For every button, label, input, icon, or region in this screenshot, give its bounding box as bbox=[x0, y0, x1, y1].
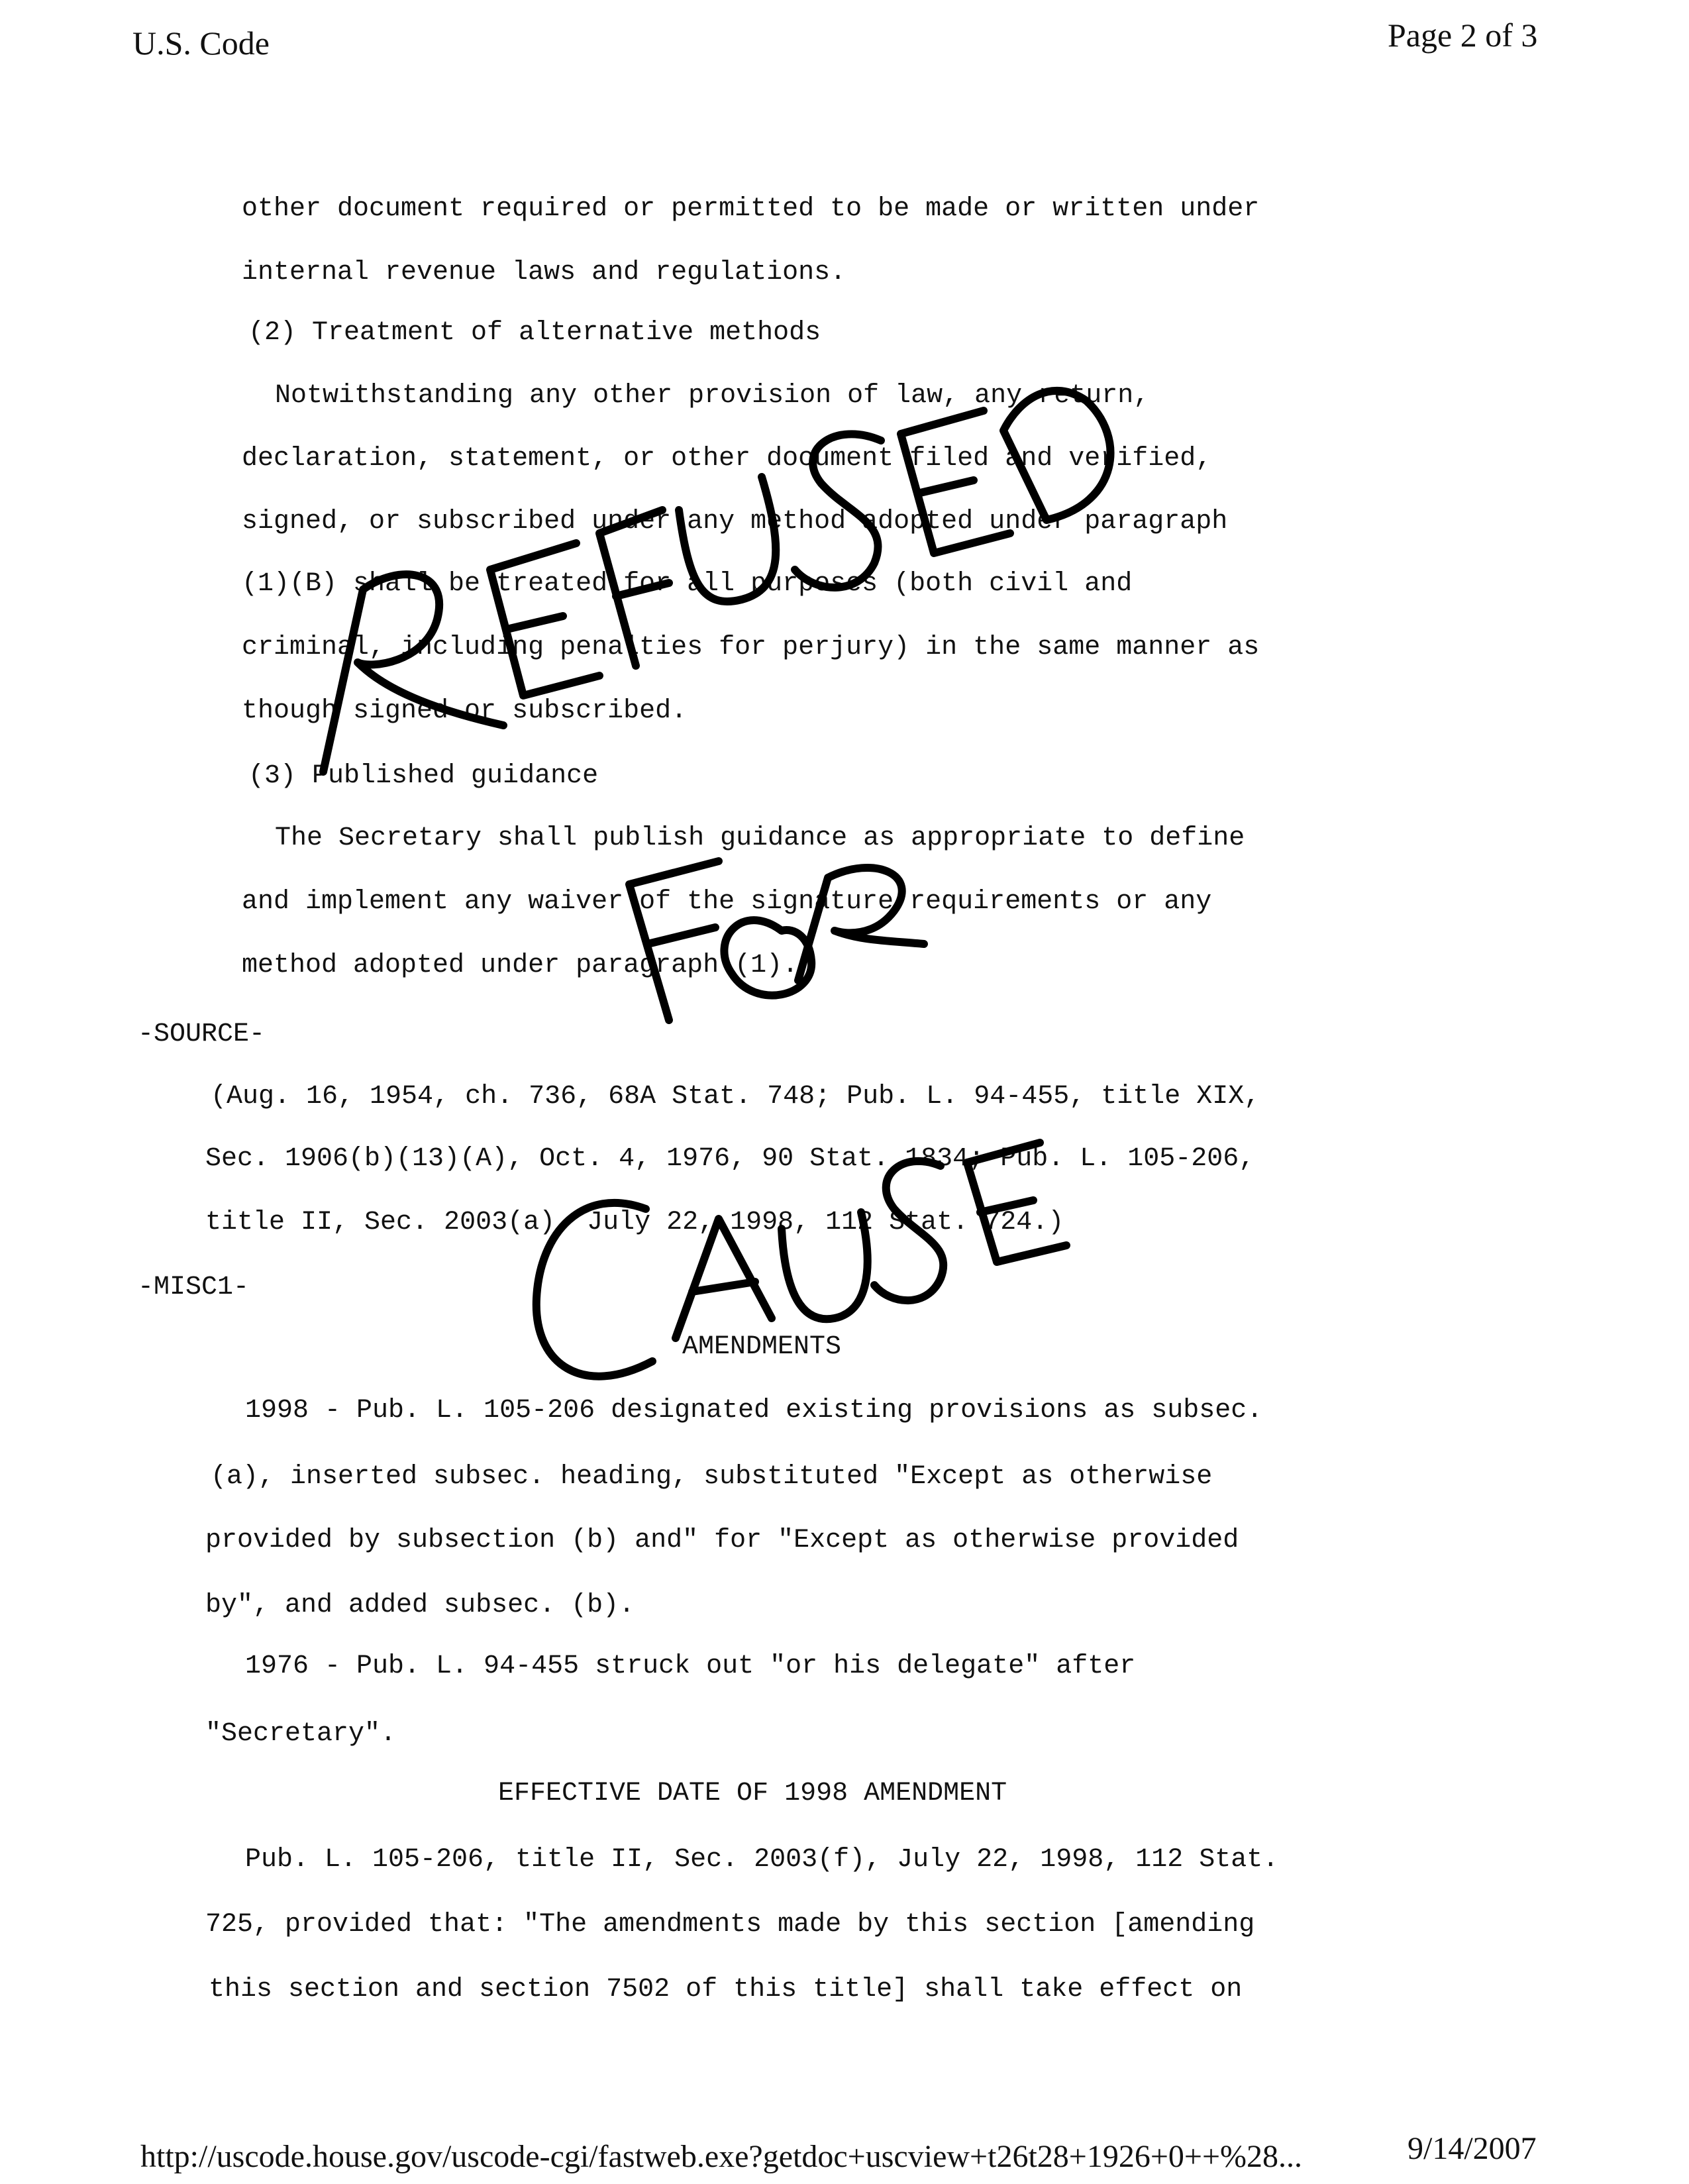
body-line: (1)(B) shall be treated for all purposes (both civil and bbox=[242, 569, 1133, 599]
section-heading-amendments: AMENDMENTS bbox=[682, 1332, 842, 1362]
body-line: Pub. L. 105-206, title II, Sec. 2003(f), July 22, 1998, 112 Stat. bbox=[245, 1845, 1279, 1875]
header-page-number: Page 2 of 3 bbox=[1388, 17, 1538, 54]
body-line: "Secretary". bbox=[205, 1719, 397, 1749]
body-line: title II, Sec. 2003(a), July 22, 1998, 112 Stat. 724.) bbox=[205, 1208, 1064, 1237]
footer-source-url: http://uscode.house.gov/uscode-cgi/fastweb.exe?getdoc+uscview+t26t28+1926+0++%28... bbox=[140, 2139, 1303, 2174]
body-line: The Secretary shall publish guidance as appropriate to define bbox=[275, 823, 1245, 853]
body-line: Notwithstanding any other provision of law, any return, bbox=[275, 381, 1150, 411]
body-line: by", and added subsec. (b). bbox=[205, 1590, 635, 1620]
header-source-title: U.S. Code bbox=[132, 25, 270, 62]
body-line: internal revenue laws and regulations. bbox=[242, 258, 846, 287]
body-line: (Aug. 16, 1954, ch. 736, 68A Stat. 748; Pub. L. 94-455, title XIX, bbox=[211, 1082, 1260, 1112]
section-label-source: -SOURCE- bbox=[138, 1019, 266, 1049]
section-label-misc: -MISC1- bbox=[138, 1273, 250, 1302]
body-line: 1976 - Pub. L. 94-455 struck out "or his delegate" after bbox=[245, 1651, 1136, 1681]
body-line: 725, provided that: "The amendments made by this section [amending bbox=[205, 1910, 1255, 1940]
body-line: signed, or subscribed under any method adopted under paragraph bbox=[242, 507, 1228, 537]
body-line: method adopted under paragraph (1). bbox=[242, 951, 799, 980]
body-line: this section and section 7502 of this title] shall take effect on bbox=[209, 1975, 1243, 2004]
body-line: criminal, including penalties for perjury) in the same manner as bbox=[242, 633, 1260, 662]
footer-print-date: 9/14/2007 bbox=[1408, 2131, 1537, 2166]
body-line: declaration, statement, or other document filed and verified, bbox=[242, 444, 1212, 474]
body-line: though signed or subscribed. bbox=[242, 696, 688, 726]
body-line: other document required or permitted to be made or written under bbox=[242, 194, 1260, 224]
subsection-heading: (2) Treatment of alternative methods bbox=[248, 318, 821, 348]
body-line: 1998 - Pub. L. 105-206 designated existing provisions as subsec. bbox=[245, 1396, 1263, 1426]
body-line: (a), inserted subsec. heading, substituted "Except as otherwise bbox=[211, 1462, 1213, 1492]
section-heading-effective-date: EFFECTIVE DATE OF 1998 AMENDMENT bbox=[498, 1779, 1007, 1808]
body-line: and implement any waiver of the signature requirements or any bbox=[242, 887, 1212, 917]
body-line: Sec. 1906(b)(13)(A), Oct. 4, 1976, 90 Stat. 1834; Pub. L. 105-206, bbox=[205, 1144, 1255, 1174]
subsection-heading: (3) Published guidance bbox=[248, 761, 599, 791]
body-line: provided by subsection (b) and" for "Except as otherwise provided bbox=[205, 1526, 1239, 1555]
